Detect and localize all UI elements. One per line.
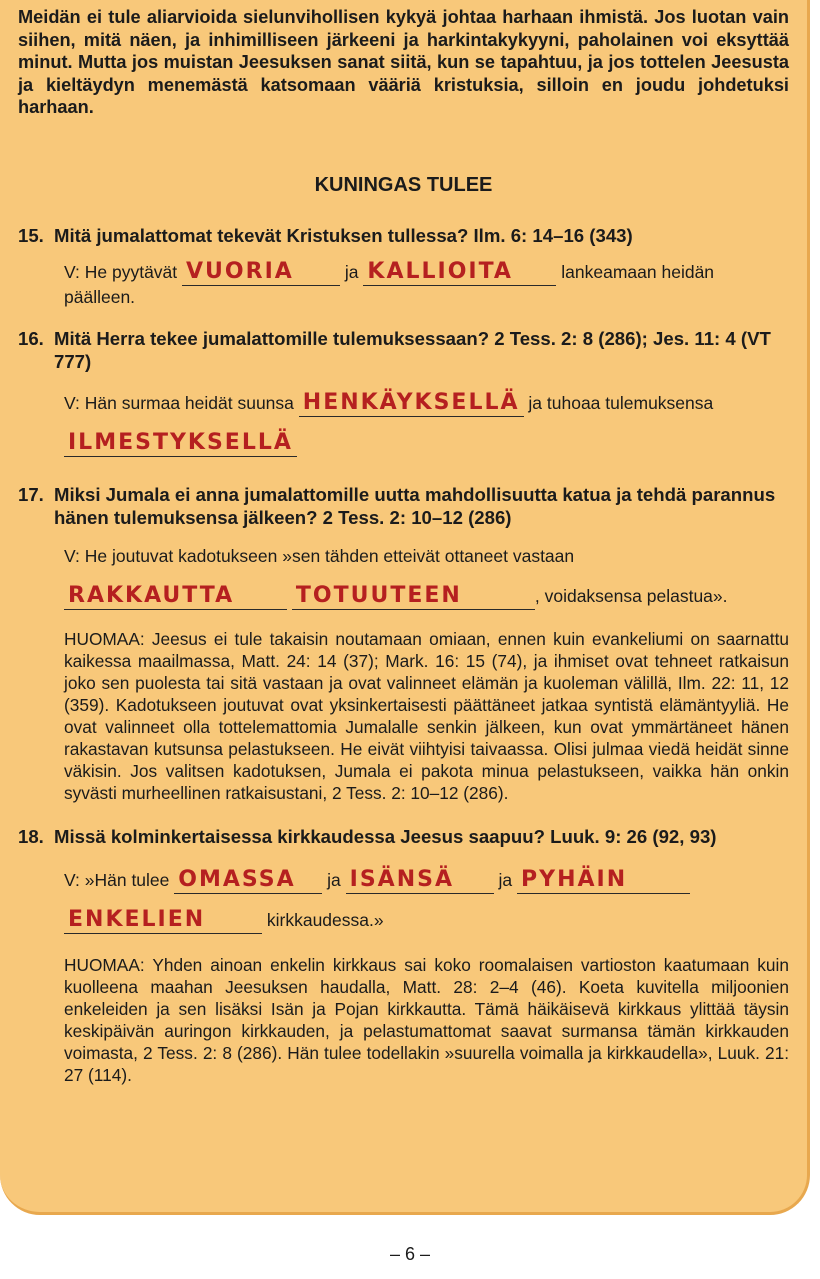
note-17: HUOMAA: Jeesus ei tule takaisin noutamaan omiaan, ennen kuin evankeliumi on saarnattu kaikessa maailmassa, Matt. 24: 14 (37); Mark. 16: 15 (74), ja ihmiset ovat tehneet ratkaisun joko sen puolesta tai sitä vastaan ja ovat valinneet elämän ja kuoleman välillä, Ilm. 22: 11, 12 (359). Kadotukseen joutuvat ovat yksinkertaisesti päättäneet jatkaa syntistä elämäntyyliä. He ovat valinneet olla tottelemattomia Jumalalle senkin jälkeen, kun ovat ymmärtäneet hänen rakastavan kutsunsa pelastukseen. He eivät viihtyisi taivaassa. Olisi julmaa viedä heidät sinne väkisin. Jos valitsen kadotuksen, Jumala ei pakota minua pelastukseen, vaikka hän onkin syvästi murheellinen ratkaisustani, 2 Tess. 2: 10–12 (286). bbox=[64, 628, 789, 803]
answer-blank: RAKKAUTTA bbox=[64, 583, 287, 610]
answer-blank: ILMESTYKSELLÄ bbox=[64, 430, 297, 457]
intro-paragraph: Meidän ei tule aliarvioida sielunvihollisen kykyä johtaa harhaan ihmistä. Jos luotan vain siihen, mitä näen, ja inhimilliseen järkeeni ja harkintakykyyni, paholainen voi eksyttää minut. Mutta jos muistan Jeesuksen sanat siitä, kun se tapahtuu, ja jos tottelen Jeesusta ja kieltäydyn menemästä katsomaan vääriä kristuksia, silloin en joudu johdetuksi harhaan. bbox=[18, 7, 789, 117]
answer-blank: ENKELIEN bbox=[64, 907, 262, 934]
note-18: HUOMAA: Yhden ainoan enkelin kirkkaus sai koko roomalaisen vartioston kaatumaan kuin kuolleena maahan Jeesuksen haudalla, Matt. 28: 2–4 (46). Koeta kuvitella miljoonien enkeleiden ja sen lisäksi Isän ja Pojan kirkkautta. Tämä häikäisevä kirkkaus ylittää täysin keskipäivän auringon kirkkauden, ja pelastumattomat saavat surmansa tämän kirkkauden voimasta, 2 Tess. 2: 8 (286). Hän tulee todellakin »suurella voimalla ja kirkkaudella», Luuk. 21: 27 (114). bbox=[64, 954, 789, 1085]
question-18 bbox=[18, 825, 789, 1086]
question-15 bbox=[18, 224, 789, 308]
section-title: KUNINGAS TULEE bbox=[314, 173, 493, 196]
answer-17-blanks: RAKKAUTTA TOTUUTEEN , voidaksensa pelastua». bbox=[64, 583, 789, 610]
question-text: Missä kolminkertaisessa kirkkaudessa Jeesus saapuu? Luuk. 9: 26 (92, 93) bbox=[54, 825, 717, 847]
answer-blank: KALLIOITA bbox=[363, 259, 556, 286]
question-text: Miksi Jumala ei anna jumalattomille uutta mahdollisuutta katua ja tehdä parannus hänen tulemuksensa jälkeen? 2 Tess. 2: 10–12 (286) bbox=[54, 483, 776, 528]
question-17 bbox=[18, 483, 789, 804]
answer-blank: ISÄNSÄ bbox=[346, 867, 494, 894]
answer-15: V: He pyytävät VUORIA ja KALLIOITA lankeamaan heidän päälleen. bbox=[64, 258, 715, 307]
lesson-content bbox=[18, 6, 789, 1086]
answer-blank: VUORIA bbox=[182, 259, 340, 286]
answer-18: V: »Hän tulee OMASSA ja ISÄNSÄ ja PYHÄIN ENKELIEN kirkkaudessa.» bbox=[64, 860, 789, 940]
answer-17: V: He joutuvat kadotukseen »sen tähden etteivät ottaneet vastaan bbox=[64, 545, 575, 566]
question-16 bbox=[18, 327, 789, 463]
answer-blank: HENKÄYKSELLÄ bbox=[299, 390, 524, 417]
question-text: Mitä jumalattomat tekevät Kristuksen tullessa? Ilm. 6: 14–16 (343) bbox=[54, 224, 633, 246]
answer-blank: TOTUUTEEN bbox=[292, 583, 535, 610]
question-text: Mitä Herra tekee jumalattomille tulemuksessaan? 2 Tess. 2: 8 (286); Jes. 11: 4 (VT 777) bbox=[54, 327, 771, 372]
question-number: 18. bbox=[18, 825, 44, 847]
answer-blank: PYHÄIN bbox=[517, 867, 690, 894]
question-number: 15. bbox=[18, 224, 44, 246]
page-number: – 6 – bbox=[389, 1244, 431, 1264]
question-number: 16. bbox=[18, 327, 44, 349]
answer-16: V: Hän surmaa heidät suunsa HENKÄYKSELLÄ ja tuhoaa tulemuksensa ILMESTYKSELLÄ bbox=[64, 389, 714, 455]
question-number: 17. bbox=[18, 483, 44, 505]
answer-blank: OMASSA bbox=[174, 867, 322, 894]
